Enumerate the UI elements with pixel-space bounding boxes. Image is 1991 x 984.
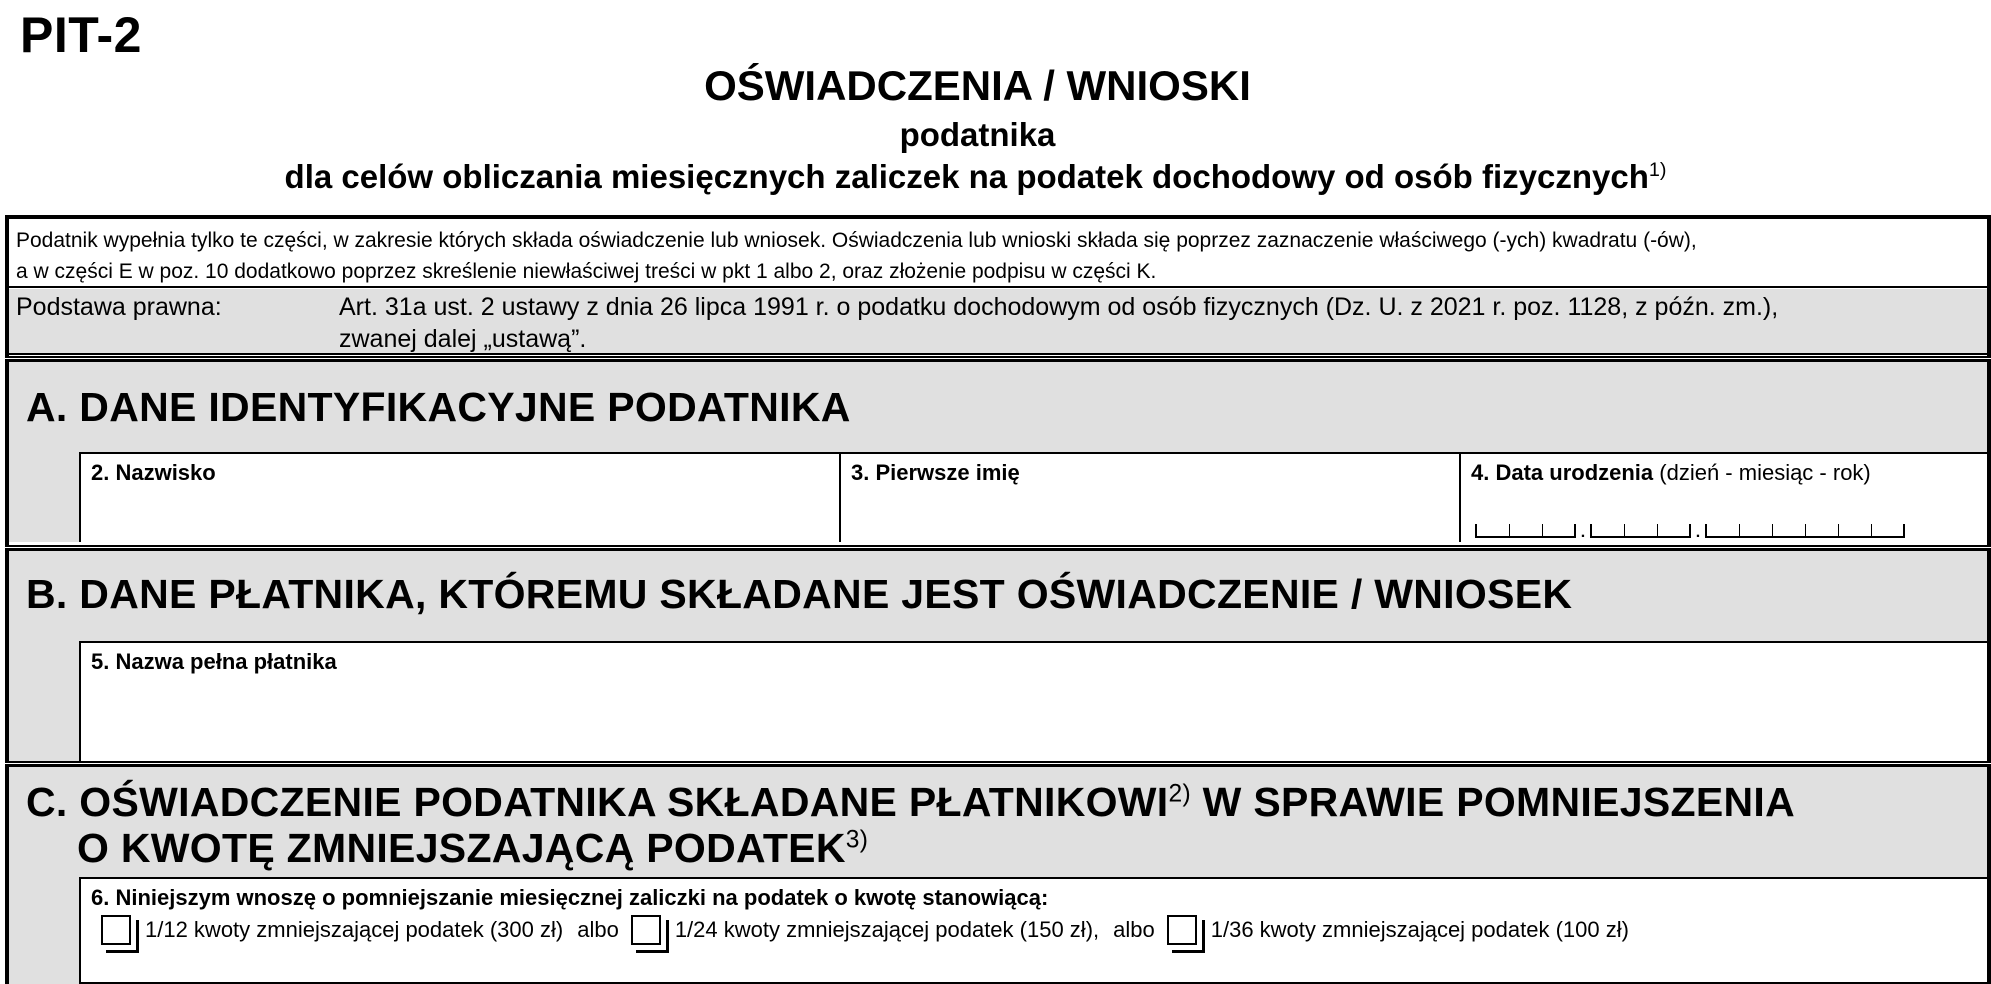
birth-date-field[interactable] <box>1459 452 1987 542</box>
reduction-label: 6. Niniejszym wnoszę o pomniejszanie miesięcznej zaliczki na podatek o kwotę stanowiącą: <box>91 885 1049 910</box>
day-boxes[interactable] <box>1475 524 1576 538</box>
form-purpose-text: dla celów obliczania miesięcznych zaliczek na podatek dochodowy od osób fizycznych <box>284 158 1649 195</box>
payer-name-field[interactable] <box>79 641 1987 761</box>
section-c-heading-line-1 <box>26 779 1795 826</box>
instructions-line-2: a w części E w poz. 10 dodatkowo poprzez skreślenie niewłaściwej treści w pkt 1 albo 2, oraz złożenie podpisu w części K. <box>16 260 1157 283</box>
instructions <box>9 219 1987 288</box>
form-purpose <box>0 158 1971 196</box>
section-b <box>9 551 1987 761</box>
first-name-field[interactable] <box>839 452 1459 542</box>
birth-date-label-text: 4. Data urodzenia <box>1471 460 1654 485</box>
form-subtitle: podatnika <box>899 116 1056 153</box>
legal-basis-line-1: Art. 31a ust. 2 ustawy z dnia 26 lipca 1991 r. o podatku dochodowym od osób fizycznych (Dz. U. z 2021 r. poz. 1128, z późn. zm.), <box>339 293 1779 321</box>
birth-date-hint: (dzień - miesiąc - rok) <box>1653 460 1871 485</box>
section-c <box>9 767 1987 984</box>
section-b-heading: B. DANE PŁATNIKA, KTÓREMU SKŁADANE JEST OŚWIADCZENIE / WNIOSEK <box>26 571 1573 617</box>
option-1-24-checkbox[interactable] <box>631 915 661 945</box>
option-1-24-label: 1/24 kwoty zmniejszającej podatek (150 zł), <box>674 917 1100 942</box>
albo-separator: albo <box>577 917 619 942</box>
month-boxes[interactable] <box>1590 524 1691 538</box>
legal-basis-line-2: zwanej dalej „ustawą”. <box>339 325 587 353</box>
footnote-marker: 3) <box>845 826 869 854</box>
section-c-heading-part-1: C. OŚWIADCZENIE PODATNIKA SKŁADANE PŁATNIKOWI <box>26 779 1169 825</box>
instructions-line-1: Podatnik wypełnia tylko te części, w zakresie których składa oświadczenie lub wniosek. Oświadczenia lub wnioski składa się poprzez zaznaczenie właściwego (-ych) kwadratu (-ów), <box>16 229 1697 252</box>
albo-separator: albo <box>1113 917 1155 942</box>
option-1-36-label: 1/36 kwoty zmniejszającej podatek (100 zł) <box>1210 917 1629 942</box>
form-title: OŚWIADCZENIA / WNIOSKI <box>704 62 1251 109</box>
option-1-12-checkbox[interactable] <box>101 915 131 945</box>
reduction-options <box>101 915 1643 945</box>
payer-name-label: 5. Nazwa pełna płatnika <box>91 649 337 674</box>
section-c-heading-line-2 <box>77 825 868 872</box>
first-name-label: 3. Pierwsze imię <box>851 460 1020 485</box>
section-a <box>9 362 1987 542</box>
surname-label: 2. Nazwisko <box>91 460 216 485</box>
year-boxes[interactable] <box>1705 524 1905 538</box>
legal-basis-text <box>339 291 1959 355</box>
section-a-heading: A. DANE IDENTYFIKACYJNE PODATNIKA <box>26 384 851 430</box>
footnote-marker: 1) <box>1648 159 1667 181</box>
date-dot: . <box>1580 524 1586 541</box>
option-1-36-checkbox[interactable] <box>1167 915 1197 945</box>
footnote-marker: 2) <box>1168 780 1191 808</box>
form-code: PIT-2 <box>20 7 142 63</box>
option-1-12-label: 1/12 kwoty zmniejszającej podatek (300 zł) <box>145 917 564 942</box>
legal-basis-label: Podstawa prawna: <box>16 293 222 321</box>
surname-field[interactable] <box>79 452 839 542</box>
section-c-heading-part-2: W SPRAWIE POMNIEJSZENIA <box>1190 779 1795 825</box>
birth-date-boxes[interactable] <box>1475 522 1905 541</box>
date-dot: . <box>1695 524 1701 541</box>
legal-basis <box>9 289 1987 355</box>
birth-date-label <box>1471 460 1871 486</box>
section-c-heading-line-2-text: O KWOTĘ ZMNIEJSZAJĄCĄ PODATEK <box>77 825 846 871</box>
reduction-field <box>79 877 1987 984</box>
